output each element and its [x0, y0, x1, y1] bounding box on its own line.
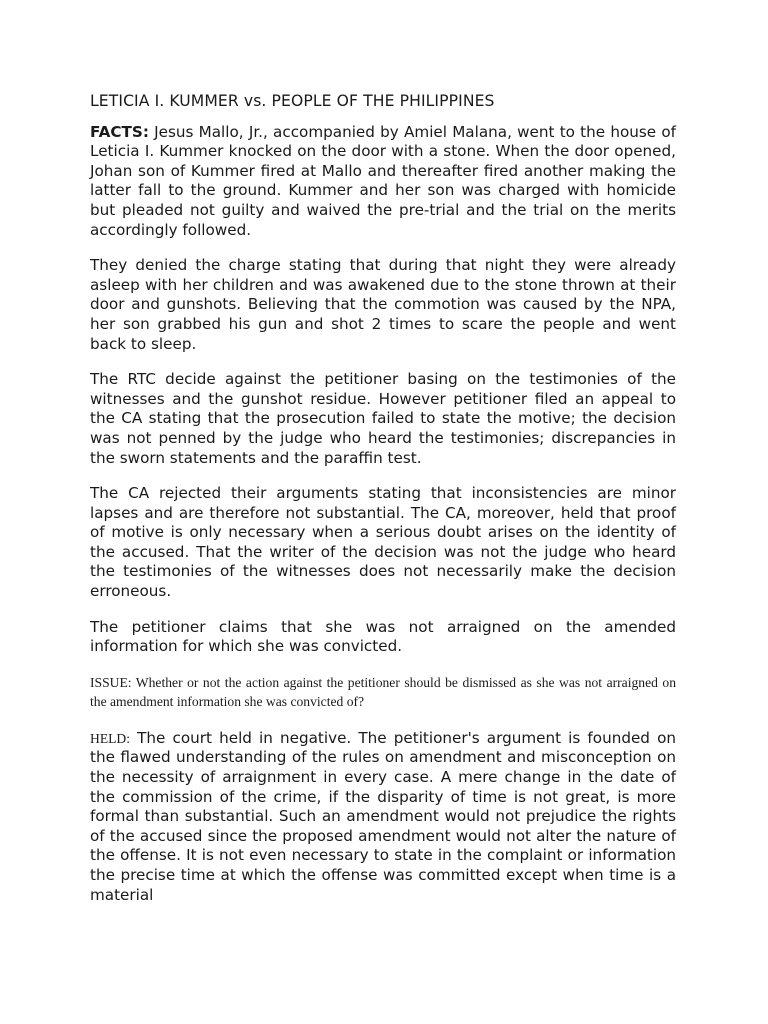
held-text: The court held in negative. The petitioner's argument is founded on the flawed understanding of the rules on amendment and misconception on the necessity of arraignment in every case. A mere change in the date of the commission of the crime, if the disparity of time is not great, is more formal than substantial. Such an amendment would not prejudice the rights of the accused since the proposed amendment would not alter the nature of the offense. It is not even necessary to state in the complaint or information the precise time at which the offense was committed except when time is a material: [90, 728, 676, 904]
held-label: HELD:: [90, 730, 131, 746]
ca-paragraph: The CA rejected their arguments stating that inconsistencies are minor lapses and are therefore not substantial. The CA, moreover, held that proof of motive is only necessary when a serious doubt arises on the identity of the accused. That the writer of the decision was not the judge who heard the testimonies of the witnesses does not necessarily make the decision erroneous.: [90, 484, 676, 601]
petitioner-claim-paragraph: The petitioner claims that she was not arraigned on the amended information for which she was convicted.: [90, 617, 676, 656]
held-paragraph: [90, 729, 676, 905]
facts-label: FACTS:: [90, 122, 149, 141]
issue-paragraph: ISSUE: Whether or not the action against the petitioner should be dismissed as she was not arraigned on the amendment information she was convicted of?: [90, 674, 676, 709]
defense-paragraph: They denied the charge stating that during that night they were already asleep with her children and was awakened due to the stone thrown at their door and gunshots. Believing that the commotion was caused by the NPA, her son grabbed his gun and shot 2 times to scare the people and went back to sleep.: [90, 256, 676, 353]
document-title: LETICIA I. KUMMER vs. PEOPLE OF THE PHILIPPINES: [90, 92, 495, 110]
rtc-paragraph: The RTC decide against the petitioner basing on the testimonies of the witnesses and the gunshot residue. However petitioner filed an appeal to the CA stating that the prosecution failed to state the motive; the decision was not penned by the judge who heard the testimonies; discrepancies in the sworn statements and the paraffin test.: [90, 370, 676, 467]
document-page: [90, 92, 676, 921]
facts-paragraph: [90, 123, 676, 241]
facts-text: Jesus Mallo, Jr., accompanied by Amiel Malana, went to the house of Leticia I. Kummer knocked on the door with a stone. When the door opened, Johan son of Kummer fired at Mallo and thereafter fired another making the latter fall to the ground. Kummer and her son was charged with homicide but pleaded not guilty and waived the pre-trial and the trial on the merits accordingly followed.: [90, 122, 676, 239]
